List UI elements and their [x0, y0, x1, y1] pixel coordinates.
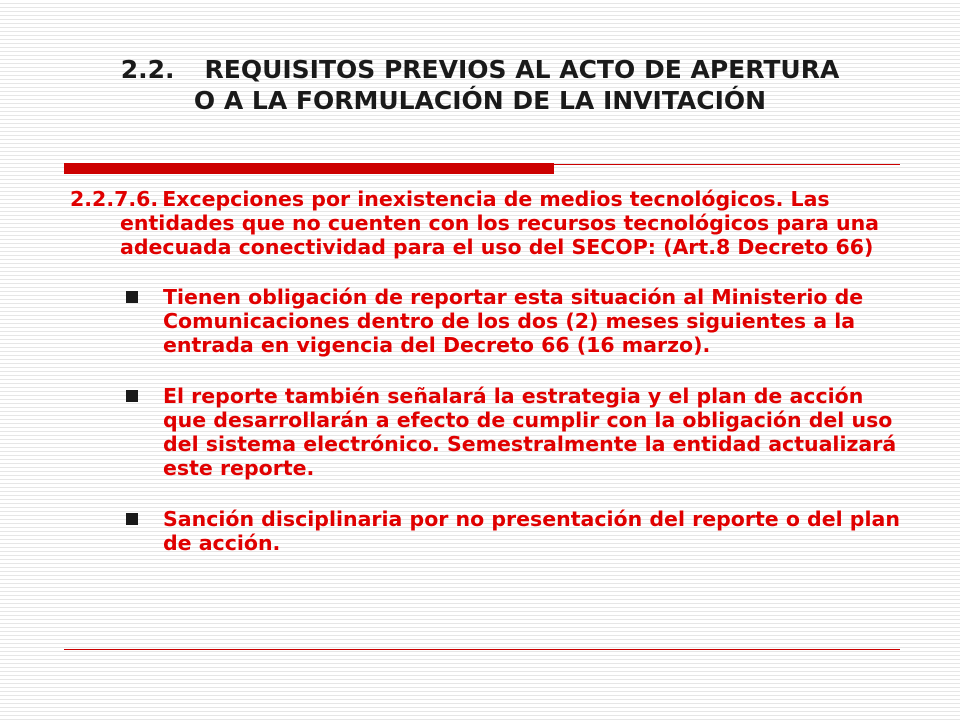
- footer-divider: [64, 649, 900, 650]
- title-text: REQUISITOS PREVIOS AL ACTO DE APERTURA O A LA FORMULACIÓN DE LA INVITACIÓN: [193, 55, 840, 115]
- slide-title: [120, 54, 840, 116]
- section-code: 2.2.7.6.: [70, 187, 159, 211]
- header-divider-thick: [64, 163, 554, 174]
- title-number: 2.2.: [120, 55, 175, 84]
- bullet-item: [70, 384, 900, 480]
- bullet-item: [70, 507, 900, 555]
- intro-paragraph: [70, 187, 900, 259]
- bullet-item: [70, 285, 900, 357]
- bullet-list: [70, 285, 900, 555]
- bullet-text: Sanción disciplinaria por no presentación del reporte o del plan de acción.: [163, 507, 900, 555]
- intro-text: Excepciones por inexistencia de medios tecnológicos. Las entidades que no cuenten con los recursos tecnológicos para una adecuada conectividad para el uso del SECOP: (Art.8 Decreto 66): [120, 187, 879, 259]
- square-bullet-icon: [126, 291, 138, 303]
- square-bullet-icon: [126, 390, 138, 402]
- bullet-text: Tienen obligación de reportar esta situación al Ministerio de Comunicaciones dentro de los dos (2) meses siguientes a la entrada en vigencia del Decreto 66 (16 marzo).: [163, 285, 864, 357]
- square-bullet-icon: [126, 513, 138, 525]
- bullet-text: El reporte también señalará la estrategia y el plan de acción que desarrollarán a efecto de cumplir con la obligación del uso del sistema electrónico. Semestralmente la entidad actualizará este reporte.: [163, 384, 897, 480]
- slide-body: [70, 187, 900, 555]
